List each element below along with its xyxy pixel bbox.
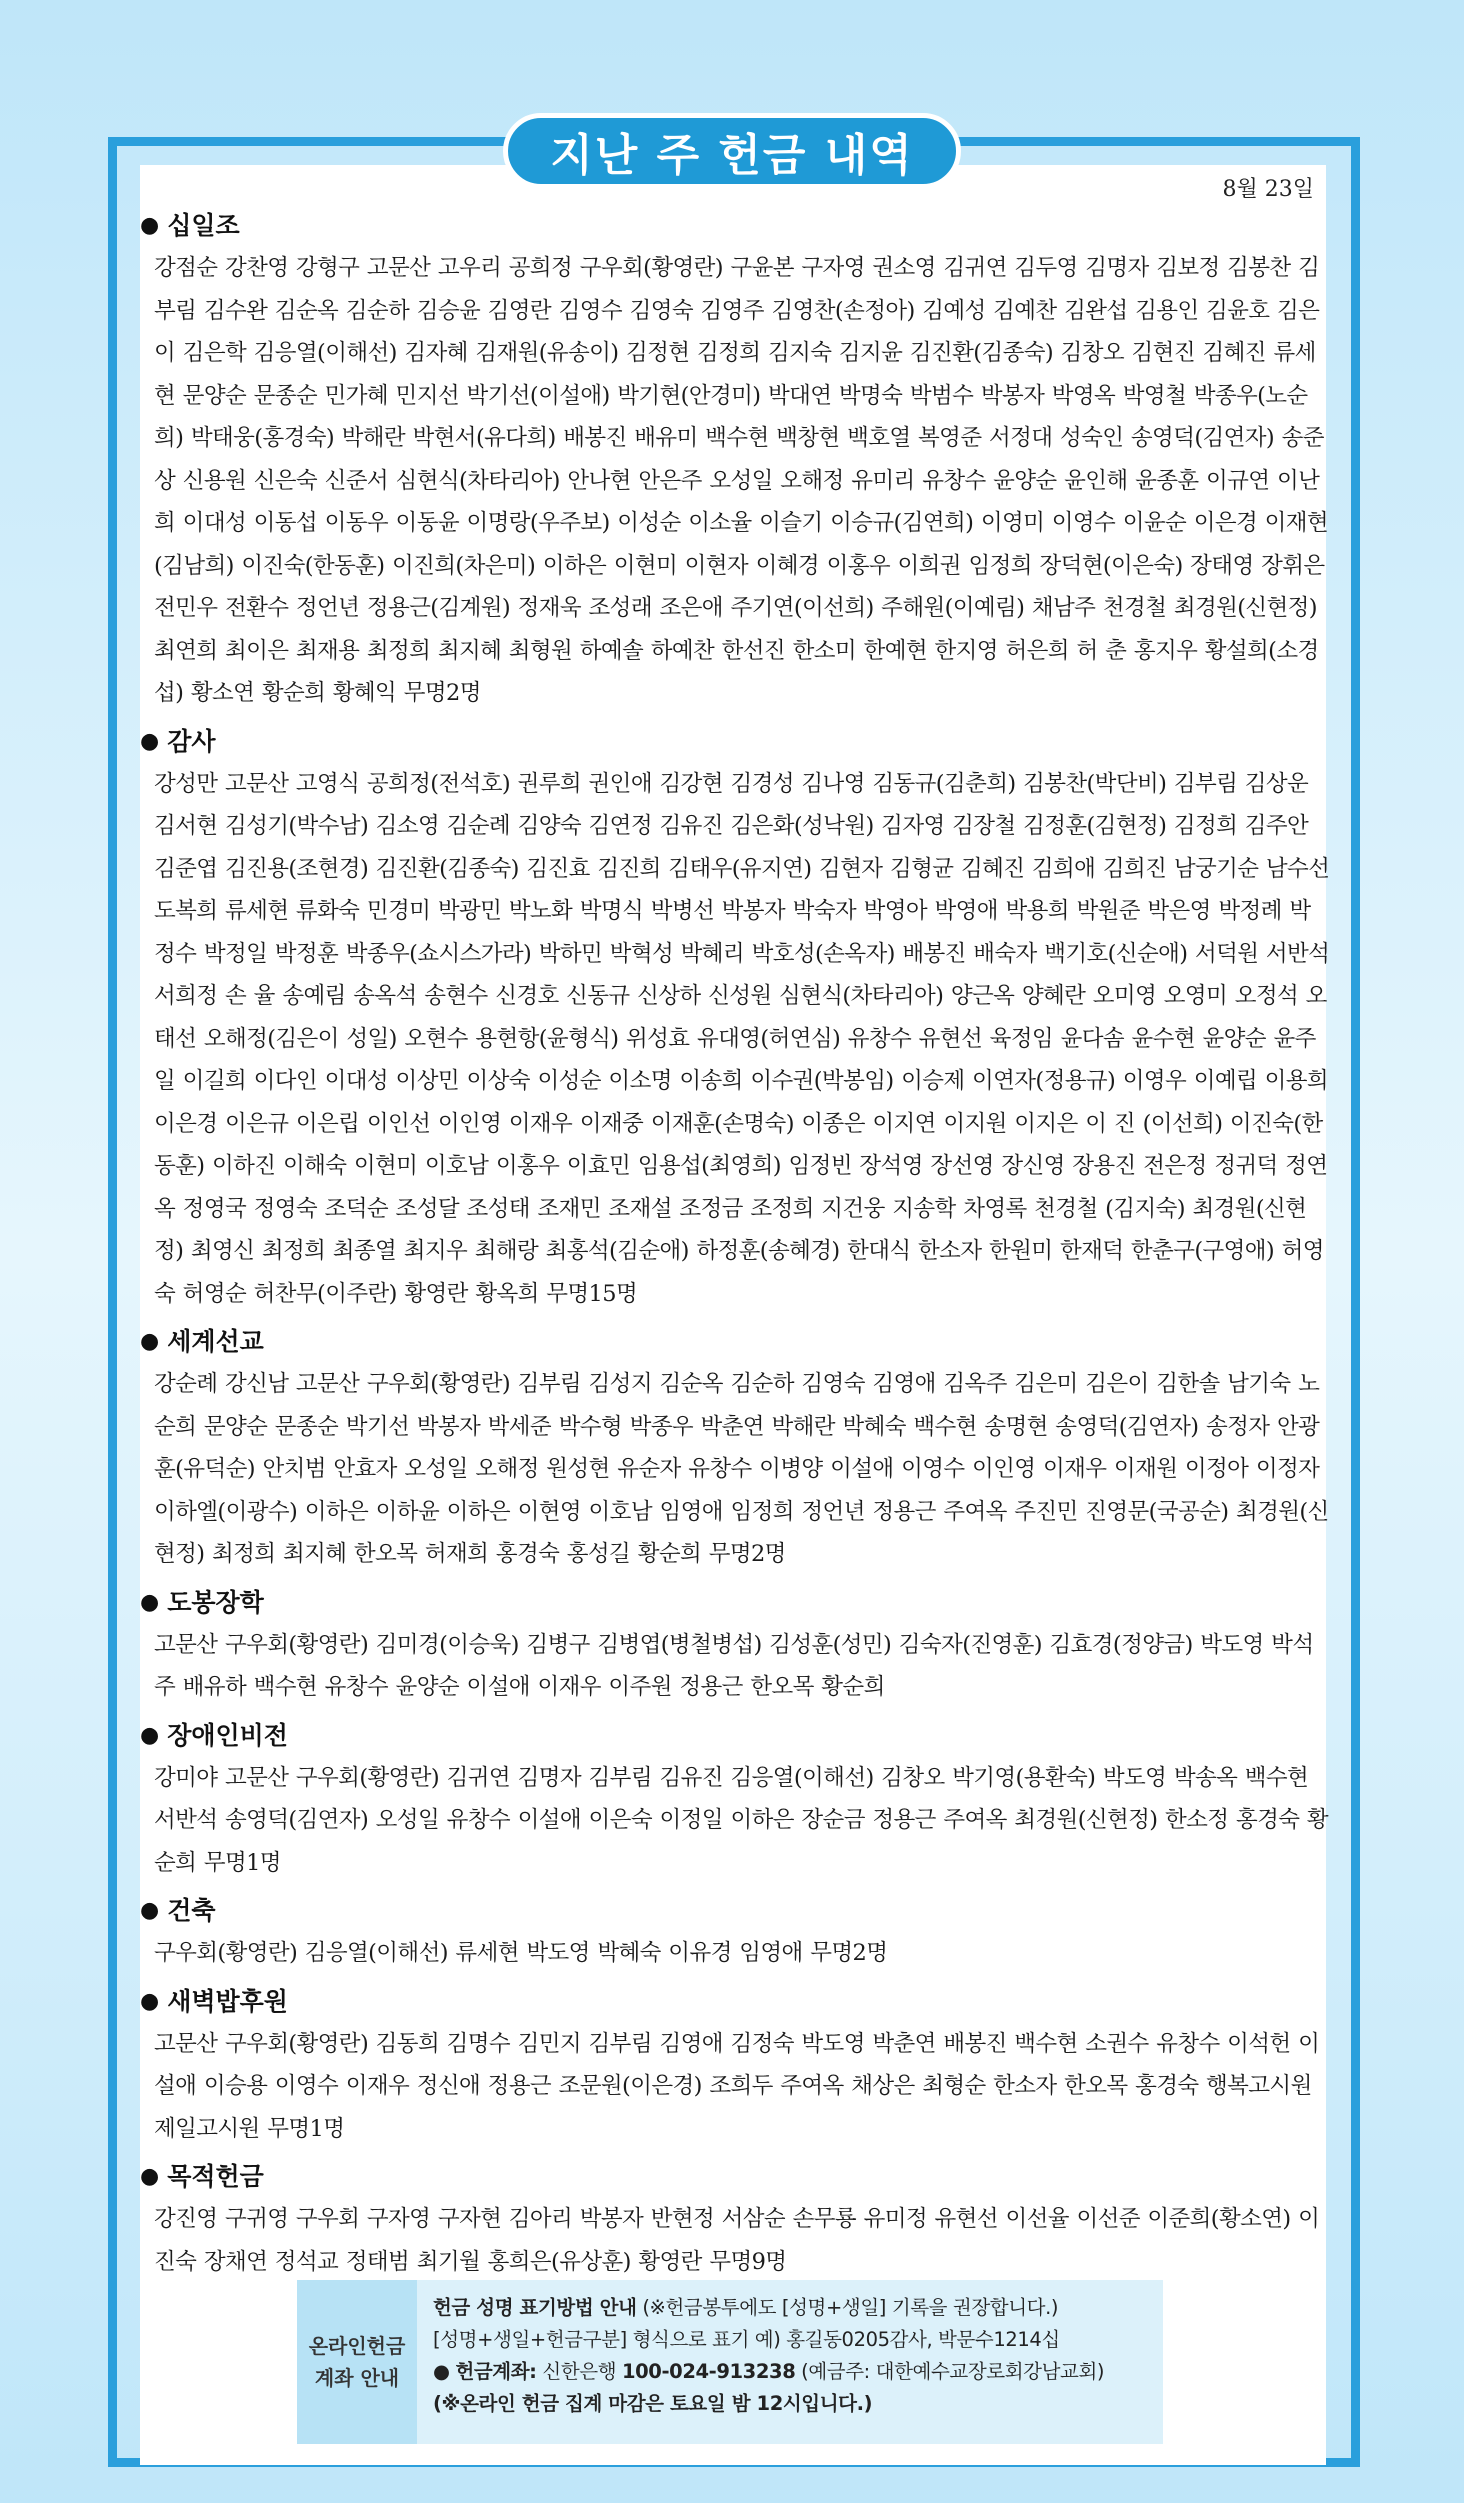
bullet-icon: ● [140, 1329, 160, 1354]
online-offering-info [297, 2280, 1163, 2444]
bullet-icon: ● [140, 213, 160, 238]
bullet-icon: ● [140, 1898, 160, 1923]
account-line: ● 헌금계좌: 신한은행 100-024-913238 (예금주: 대한예수교장로회강남교회) [433, 2360, 1105, 2383]
section-title: 건축 [167, 1896, 216, 1925]
section-building [140, 1890, 1330, 1975]
section-title: 장애인비전 [167, 1720, 288, 1750]
section-names: 고문산 구우회(황영란) 김미경(이승욱) 김병구 김병엽(병철병섭) 김성훈(성민) 김숙자(진영훈) 김효경(정양금) 박도영 박석주 배유하 백수현 유창수 윤양순 이설애 이재우 이주원 정용근 한오목 황순희 [154, 1631, 1314, 1700]
section-title: 세계선교 [167, 1327, 264, 1356]
page-title: 지난 주 헌금 내역 [503, 113, 961, 189]
bullet-icon: ● [140, 1988, 160, 2014]
section-names: 강순례 강신남 고문산 구우회(황영란) 김부림 김성지 김순옥 김순하 김영숙 김영애 김옥주 김은미 김은이 김한솔 남기숙 노순희 문양순 문종순 박기선 박봉자 박세준 박수형 박종우 박춘연 박해란 박혜숙 백수현 송명현 송영덕(김연자) 송정자 안광훈(유덕순) 안치범 안효자 오성일 오해정 원성현 유순자 유창수 이병양 이설애 이영수 이인영 이재우 이재원 이정아 이정자 이하엘(이광수) 이하은 이하윤 이하은 이현영 이호남 임영애 임정희 정언년 정용근 주여옥 주진민 진영문(국공순) 최경원(신현정) 최정희 최지혜 한오목 허재희 홍경숙 홍성길 황순희 무명2명 [154, 1371, 1329, 1567]
bullet-icon: ● [140, 1722, 160, 1748]
bullet-icon: ● [140, 728, 160, 754]
deadline-note: (※온라인 헌금 집계 마감은 토요일 밤 12시입니다.) [433, 2392, 873, 2415]
bullet-icon: ● [140, 1589, 160, 1615]
section-dawn-meal [140, 1981, 1330, 2151]
section-names: 강성만 고문산 고영식 공희정(전석호) 권루희 권인애 김강현 김경성 김나영 김동규(김춘희) 김봉찬(박단비) 김부림 김상운 김서현 김성기(박수남) 김소영 김순례 김양숙 김연정 김유진 김은화(성낙원) 김자영 김장철 김정훈(김현정) 김정희 김주안 김준엽 김진용(조현경) 김진환(김종숙) 김진효 김진희 김태우(유지연) 김현자 김형균 김혜진 김희애 김희진 남궁기순 남수선 도복희 류세현 류화숙 민경미 박광민 박노화 박명식 박병선 박봉자 박숙자 박영아 박영애 박용희 박원준 박은영 박정례 박정수 박정일 박정훈 박종우(쇼시스가라) 박하민 박혁성 박혜리 박호성(손옥자) 배봉진 배숙자 백기호(신순애) 서덕원 서반석 서희정 손 율 송예림 송옥석 송현수 신경호 신동규 신상하 신성원 심현식(차타리아) 양근옥 양혜란 오미영 오영미 오정석 오태선 오해정(김은이 성일) 오현수 용현항(윤형식) 위성효 유대영(허연심) 유창수 유현선 육정임 윤다솜 윤수현 윤양순 윤주일 이길희 이다인 이대성 이상민 이상숙 이성순 이소명 이송희 이수권(박봉임) 이승제 이연자(정용규) 이영우 이예립 이용희 이은경 이은규 이은립 이인선 이인영 이재우 이재중 이재훈(손명숙) 이종은 이지연 이지원 이지은 이 진 (이선희) 이진숙(한동훈) 이하진 이해숙 이현미 이호남 이홍우 이효민 임용섭(최영희) 임정빈 장석영 장선영 장신영 장용진 전은정 정귀덕 정연옥 정영국 정영숙 조덕순 조성달 조성태 조재민 조재설 조정금 조정희 지건웅 지송학 차영록 천경철 (김지숙) 최경원(신현정) 최영신 최정희 최종열 최지우 최해랑 최홍석(김순애) 하정훈(송혜경) 한대식 한소자 한원미 한재덕 한춘구(구영애) 허영숙 허영순 허찬무(이주란) 황영란 황옥희 무명15명 [154, 770, 1330, 1307]
section-disability-vision [140, 1715, 1330, 1885]
info-line-2: [성명+생일+헌금구분] 형식으로 표기 예) 홍길동0205감사, 박문수1214십 [433, 2328, 1060, 2351]
section-title: 목적헌금 [167, 2162, 264, 2191]
info-text [417, 2280, 1163, 2444]
section-designated [140, 2156, 1330, 2283]
section-names: 고문산 구우회(황영란) 김동희 김명수 김민지 김부림 김영애 김정숙 박도영 박춘연 배봉진 백수현 소권수 유창수 이석헌 이설애 이승용 이영수 이재우 정신애 정용근 조문원(이은경) 조희두 주여옥 채상은 최형순 한소자 한오목 홍경숙 행복고시원 제일고시원 무명1명 [154, 2030, 1320, 2142]
section-names: 강점순 강찬영 강형구 고문산 고우리 공희정 구우회(황영란) 구윤본 구자영 권소영 김귀연 김두영 김명자 김보정 김봉찬 김부림 김수완 김순옥 김순하 김승윤 김영란 김영수 김영숙 김영주 김영찬(손정아) 김예성 김예찬 김완섭 김용인 김윤호 김은이 김은학 김응열(이해선) 김자혜 김재원(유송이) 김정현 김정희 김지숙 김지윤 김진환(김종숙) 김창오 김현진 김혜진 류세현 문양순 문종순 민가혜 민지선 박기선(이설애) 박기현(안경미) 박대연 박명숙 박범수 박봉자 박영옥 박영철 박종우(노순희) 박태웅(홍경숙) 박해란 박현서(유다희) 배봉진 배유미 백수현 백창현 백호열 복영준 서정대 성숙인 송영덕(김연자) 송준상 신용원 신은숙 신준서 심현식(차타리아) 안나현 안은주 오성일 오해정 유미리 유창수 윤양순 윤인해 윤종훈 이규연 이난희 이대성 이동섭 이동우 이동윤 이명랑(우주보) 이성순 이소율 이슬기 이승규(김연희) 이영미 이영수 이윤순 이은경 이재현(김남희) 이진숙(한동훈) 이진희(차은미) 이하은 이현미 이현자 이혜경 이홍우 이희권 임정희 장덕현(이은숙) 장태영 장휘은 전민우 전환수 정언년 정용근(김계원) 정재욱 조성래 조은애 주기연(이선희) 주해원(이예림) 채남주 천경철 최경원(신현정) 최연희 최이은 최재용 최정희 최지혜 최형원 하예솔 하예찬 한선진 한소미 한예현 한지영 허은희 허 춘 홍지우 황설희(소경섭) 황소연 황순희 황혜익 무명2명 [154, 255, 1329, 706]
bullet-icon: ● [140, 2164, 160, 2189]
section-thanks [140, 721, 1330, 1316]
offering-list [140, 205, 1330, 2289]
info-line-1: 헌금 성명 표기방법 안내 (※헌금봉투에도 [성명+생일] 기록을 권장합니다.) [433, 2296, 1059, 2319]
section-tithe [140, 205, 1330, 715]
info-label: 온라인헌금 계좌 안내 [297, 2280, 417, 2444]
section-world-mission [140, 1321, 1330, 1576]
section-title: 새벽밥후원 [167, 1986, 288, 2016]
section-names: 강진영 구귀영 구우회 구자영 구자현 김아리 박봉자 반현정 서삼순 손무룡 유미정 유현선 이선율 이선준 이준희(황소연) 이진숙 장채연 정석교 정태범 최기월 홍희은(유상훈) 황영란 무명9명 [154, 2206, 1320, 2275]
section-names: 구우회(황영란) 김응열(이해선) 류세현 박도영 박혜숙 이유경 임영애 무명2명 [154, 1940, 888, 1966]
section-title: 도봉장학 [167, 1587, 264, 1617]
section-title: 십일조 [167, 211, 240, 240]
section-names: 강미야 고문산 구우회(황영란) 김귀연 김명자 김부림 김유진 김응열(이해선) 김창오 박기영(용환숙) 박도영 박송옥 백수현 서반석 송영덕(김연자) 오성일 유창수 이설애 이은숙 이정일 이하은 장순금 정용근 주여옥 최경원(신현정) 한소정 홍경숙 황순희 무명1명 [154, 1764, 1329, 1876]
section-title: 감사 [167, 726, 216, 756]
date-label: 8월 23일 [1222, 177, 1314, 202]
account-number: 100-024-913238 [621, 2360, 796, 2383]
section-scholarship [140, 1582, 1330, 1709]
